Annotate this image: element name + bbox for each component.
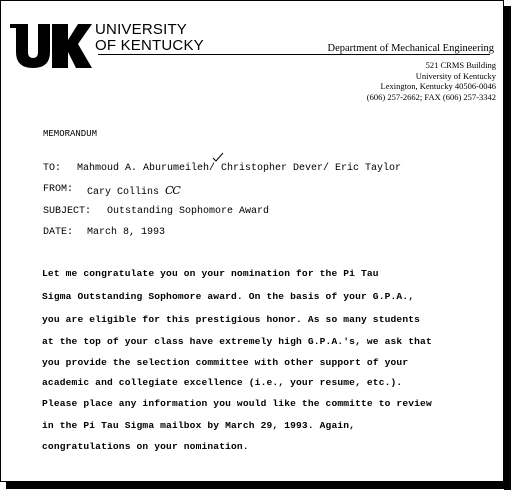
memo-heading: MEMORANDUM (43, 129, 98, 139)
body-line: at the top of your class have extremely high G.P.A.'s, we ask that (42, 336, 432, 347)
page-shadow-right (504, 6, 511, 490)
university-name (95, 22, 204, 54)
memo-to-label: TO: (43, 163, 62, 174)
memo-subject-row (43, 206, 270, 217)
body-line: you are eligible for this prestigious honor. As so many students (42, 314, 421, 325)
body-line: congratulations on your nomination. (42, 441, 249, 452)
body-line: Let me congratulate you on your nomination for the Pi Tau (42, 268, 379, 279)
address-line: 521 CRMS Building (425, 60, 496, 70)
body-line: Sigma Outstanding Sophomore award. On the basis of your G.P.A., (42, 291, 415, 302)
address-line: University of Kentucky (415, 70, 496, 81)
memo-from-row (43, 184, 180, 198)
body-line: in the Pi Tau Sigma mailbox by March 29, 1993. Again, (42, 420, 356, 431)
memo-from-field (87, 184, 180, 198)
memo-subject-label: SUBJECT: (43, 206, 92, 217)
department-address (367, 60, 496, 102)
body-line: academic and collegiate excellence (i.e., your resume, etc.). (42, 377, 403, 388)
memo-date-label: DATE: (43, 227, 74, 238)
memo-from-label: FROM: (43, 184, 74, 195)
handwritten-checkmark-icon (212, 152, 224, 162)
letterhead-rule (98, 54, 490, 55)
uk-logo (8, 22, 92, 70)
memo-date-row (43, 227, 166, 238)
address-line: (606) 257-2662; FAX (606) 257-3342 (366, 91, 496, 102)
university-name-line2: OF KENTUCKY (95, 37, 204, 54)
address-line: Lexington, Kentucky 40506-0046 (380, 81, 496, 91)
memo-to-value: Mahmoud A. Aburumeileh/ Christopher Dever/ Eric Taylor (77, 163, 402, 174)
memo-date-value: March 8, 1993 (87, 227, 166, 238)
memo-subject-value: Outstanding Sophomore Award (107, 206, 270, 217)
page-shadow-bottom (6, 482, 511, 489)
body-line: Please place any information you would like the committe to review (42, 398, 432, 409)
memo-to-row (43, 163, 402, 174)
memo-from-value: Cary Collins (87, 187, 160, 198)
body-line: you provide the selection committee with other support of your (42, 357, 409, 368)
university-name-line1: UNIVERSITY (95, 21, 188, 38)
department-name: Department of Mechanical Engineering (327, 43, 494, 54)
handwritten-initials: CC (165, 184, 180, 197)
